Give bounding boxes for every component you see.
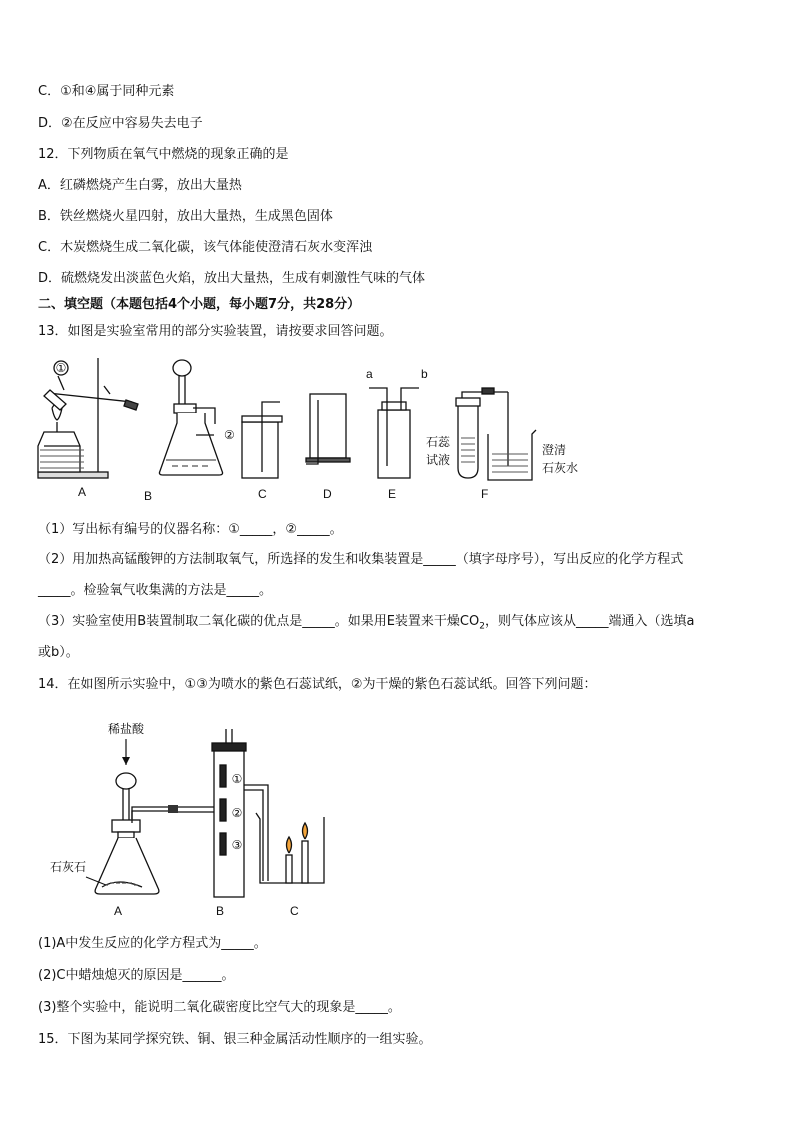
apparatus-b [159,360,222,475]
apparatus-d [306,394,350,464]
flask-a [95,773,172,894]
option-c-q12: C．木炭燃烧生成二氧化碳，该气体能使澄清石灰水变浑浊 [38,240,373,255]
option-d-q11: D．②在反应中容易失去电子 [38,116,203,131]
q14-part-1: (1)A中发生反应的化学方程式为_____。 [38,936,267,951]
question-15: 15．下图为某同学探究铁、铜、银三种金属活动性顺序的一组实验。 [38,1032,432,1047]
option-d-q12: D．硫燃烧发出淡蓝色火焰，放出大量热，生成有刺激性气味的气体 [38,271,426,286]
apparatus-a [38,358,138,478]
question-14: 14．在如图所示实验中，①③为喷水的紫色石蕊试纸，②为干燥的紫色石蕊试纸。回答下列问题： [38,677,597,692]
limewater-label-2: 石灰水 [542,461,579,475]
option-b-q12: B．铁丝燃烧火星四射，放出大量热，生成黑色固体 [38,209,333,224]
label-a-fig2: A [114,904,123,918]
option-c-q11: C．①和④属于同种元素 [38,84,175,99]
q13-part-2: （2）用加热高锰酸钾的方法制取氧气，所选择的发生和收集装置是_____（填字母序号），写出反应的化学方程式 [38,552,684,567]
port-b: b [421,367,428,381]
q13-part-1: （1）写出标有编号的仪器名称：①_____，②_____。 [38,522,343,537]
q14-part-3: (3)整个实验中，能说明二氧化碳密度比空气大的现象是_____。 [38,1000,401,1015]
label-d: D [323,487,332,501]
label-e: E [388,487,397,501]
apparatus-f [456,388,536,480]
question-13: 13．如图是实验室常用的部分实验装置，请按要求回答问题。 [38,324,393,339]
label-c: C [258,487,267,501]
label-b: B [144,489,153,503]
label-b-fig2: B [216,904,225,918]
apparatus-e [369,388,419,478]
q13-part-3: （3）实验室使用B装置制取二氧化碳的优点是_____。如果用E装置来干燥$CO_2$，则气体应该从_____端通入（选填a [38,614,695,632]
mark-b-2: ② [231,806,243,820]
mark-1: ① [55,361,67,375]
mark-b-1: ① [231,772,243,786]
port-a: a [366,367,373,381]
label-f: F [481,487,489,501]
mark-2: ② [224,428,235,442]
co2-experiment-figure [40,715,360,925]
section-heading: 二、填空题（本题包括4个小题，每小题7分，共28分） [38,297,361,312]
apparatus-figure [30,350,600,510]
q13-part-3-cont: 或b）。 [38,645,79,660]
mark-b-3: ③ [231,838,243,852]
question-12: 12．下列物质在氧气中燃烧的现象正确的是 [38,147,289,162]
acid-label: 稀盐酸 [108,722,145,736]
litmus-label-1: 石蕊 [426,435,451,449]
beaker-c [256,813,324,883]
option-a-q12: A．红磷燃烧产生白雾，放出大量热 [38,178,242,193]
limestone-label: 石灰石 [50,860,87,874]
q13-part-2-cont: _____。检验氧气收集满的方法是_____。 [38,583,273,598]
litmus-label-2: 试液 [426,453,451,467]
label-a: A [78,485,87,499]
label-c-fig2: C [290,904,299,918]
q14-part-2: (2)C中蜡烛熄灭的原因是______。 [38,968,235,983]
limewater-label-1: 澄清 [542,443,567,457]
apparatus-c [242,402,282,478]
